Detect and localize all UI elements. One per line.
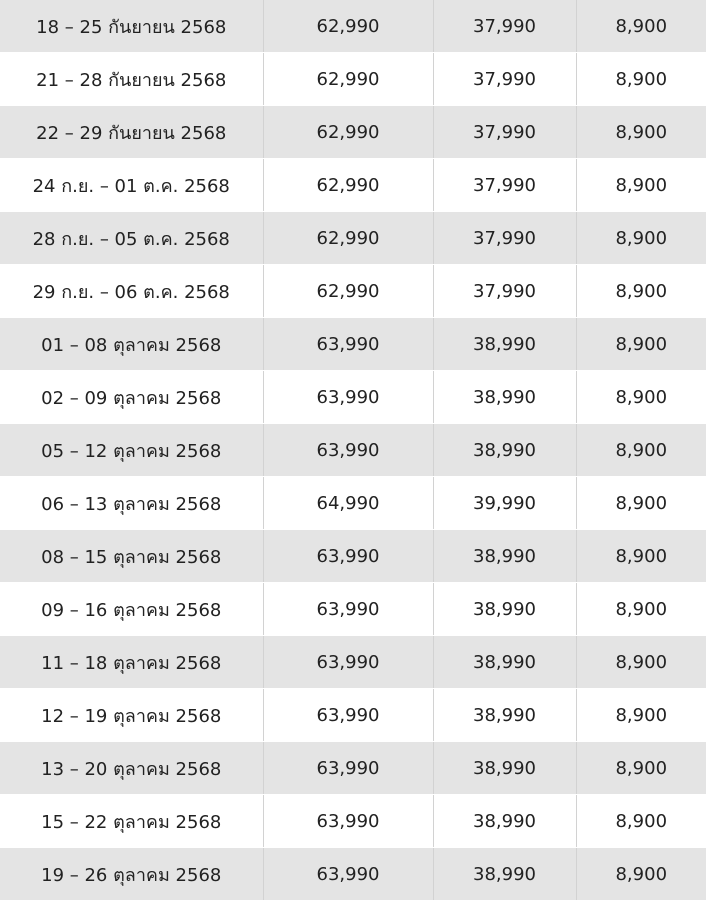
price-b-cell: 37,990 <box>433 0 576 53</box>
travel-date-cell: 13 – 20 ตุลาคม 2568 <box>0 742 263 795</box>
price-c-cell: 8,900 <box>576 159 706 212</box>
price-a-cell: 62,990 <box>263 265 433 318</box>
price-c-cell: 8,900 <box>576 0 706 53</box>
price-b-cell: 38,990 <box>433 742 576 795</box>
price-a-cell: 62,990 <box>263 106 433 159</box>
price-c-cell: 8,900 <box>576 424 706 477</box>
price-c-cell: 8,900 <box>576 689 706 742</box>
price-b-cell: 37,990 <box>433 265 576 318</box>
travel-date-cell: 19 – 26 ตุลาคม 2568 <box>0 848 263 901</box>
price-a-cell: 63,990 <box>263 318 433 371</box>
price-c-cell: 8,900 <box>576 583 706 636</box>
price-b-cell: 39,990 <box>433 477 576 530</box>
price-b-cell: 37,990 <box>433 159 576 212</box>
table-row <box>0 212 706 265</box>
table-row <box>0 0 706 53</box>
price-a-cell: 63,990 <box>263 371 433 424</box>
price-c-cell: 8,900 <box>576 530 706 583</box>
travel-date-cell: 05 – 12 ตุลาคม 2568 <box>0 424 263 477</box>
table-row <box>0 636 706 689</box>
price-a-cell: 63,990 <box>263 689 433 742</box>
price-a-cell: 63,990 <box>263 636 433 689</box>
travel-date-cell: 01 – 08 ตุลาคม 2568 <box>0 318 263 371</box>
table-row <box>0 795 706 848</box>
price-c-cell: 8,900 <box>576 848 706 901</box>
travel-date-cell: 15 – 22 ตุลาคม 2568 <box>0 795 263 848</box>
price-c-cell: 8,900 <box>576 795 706 848</box>
price-c-cell: 8,900 <box>576 477 706 530</box>
price-b-cell: 38,990 <box>433 583 576 636</box>
price-c-cell: 8,900 <box>576 318 706 371</box>
table-row <box>0 159 706 212</box>
table-row <box>0 848 706 901</box>
travel-date-cell: 06 – 13 ตุลาคม 2568 <box>0 477 263 530</box>
price-a-cell: 62,990 <box>263 212 433 265</box>
price-b-cell: 38,990 <box>433 689 576 742</box>
table-row <box>0 318 706 371</box>
price-a-cell: 63,990 <box>263 848 433 901</box>
price-c-cell: 8,900 <box>576 636 706 689</box>
price-b-cell: 38,990 <box>433 530 576 583</box>
travel-date-cell: 02 – 09 ตุลาคม 2568 <box>0 371 263 424</box>
travel-date-cell: 12 – 19 ตุลาคม 2568 <box>0 689 263 742</box>
price-a-cell: 63,990 <box>263 742 433 795</box>
travel-date-cell: 11 – 18 ตุลาคม 2568 <box>0 636 263 689</box>
travel-date-cell: 22 – 29 กันยายน 2568 <box>0 106 263 159</box>
travel-date-cell: 28 ก.ย. – 05 ต.ค. 2568 <box>0 212 263 265</box>
price-a-cell: 62,990 <box>263 159 433 212</box>
travel-date-cell: 29 ก.ย. – 06 ต.ค. 2568 <box>0 265 263 318</box>
price-b-cell: 38,990 <box>433 795 576 848</box>
travel-date-cell: 21 – 28 กันยายน 2568 <box>0 53 263 106</box>
price-a-cell: 63,990 <box>263 530 433 583</box>
price-b-cell: 37,990 <box>433 53 576 106</box>
table-row <box>0 53 706 106</box>
price-b-cell: 38,990 <box>433 318 576 371</box>
price-b-cell: 38,990 <box>433 371 576 424</box>
table-row <box>0 689 706 742</box>
price-c-cell: 8,900 <box>576 265 706 318</box>
price-a-cell: 63,990 <box>263 795 433 848</box>
price-c-cell: 8,900 <box>576 371 706 424</box>
travel-date-cell: 08 – 15 ตุลาคม 2568 <box>0 530 263 583</box>
price-a-cell: 62,990 <box>263 0 433 53</box>
travel-date-cell: 09 – 16 ตุลาคม 2568 <box>0 583 263 636</box>
price-b-cell: 38,990 <box>433 424 576 477</box>
table-row <box>0 477 706 530</box>
price-a-cell: 62,990 <box>263 53 433 106</box>
table-row <box>0 742 706 795</box>
table-row <box>0 530 706 583</box>
table-row <box>0 106 706 159</box>
price-b-cell: 38,990 <box>433 636 576 689</box>
price-a-cell: 63,990 <box>263 583 433 636</box>
price-c-cell: 8,900 <box>576 742 706 795</box>
price-c-cell: 8,900 <box>576 212 706 265</box>
travel-date-cell: 24 ก.ย. – 01 ต.ค. 2568 <box>0 159 263 212</box>
table-row <box>0 424 706 477</box>
price-c-cell: 8,900 <box>576 53 706 106</box>
table-row <box>0 265 706 318</box>
price-a-cell: 64,990 <box>263 477 433 530</box>
price-b-cell: 37,990 <box>433 106 576 159</box>
price-a-cell: 63,990 <box>263 424 433 477</box>
price-b-cell: 38,990 <box>433 848 576 901</box>
price-c-cell: 8,900 <box>576 106 706 159</box>
table-row <box>0 371 706 424</box>
price-b-cell: 37,990 <box>433 212 576 265</box>
table-row <box>0 583 706 636</box>
travel-date-cell: 18 – 25 กันยายน 2568 <box>0 0 263 53</box>
